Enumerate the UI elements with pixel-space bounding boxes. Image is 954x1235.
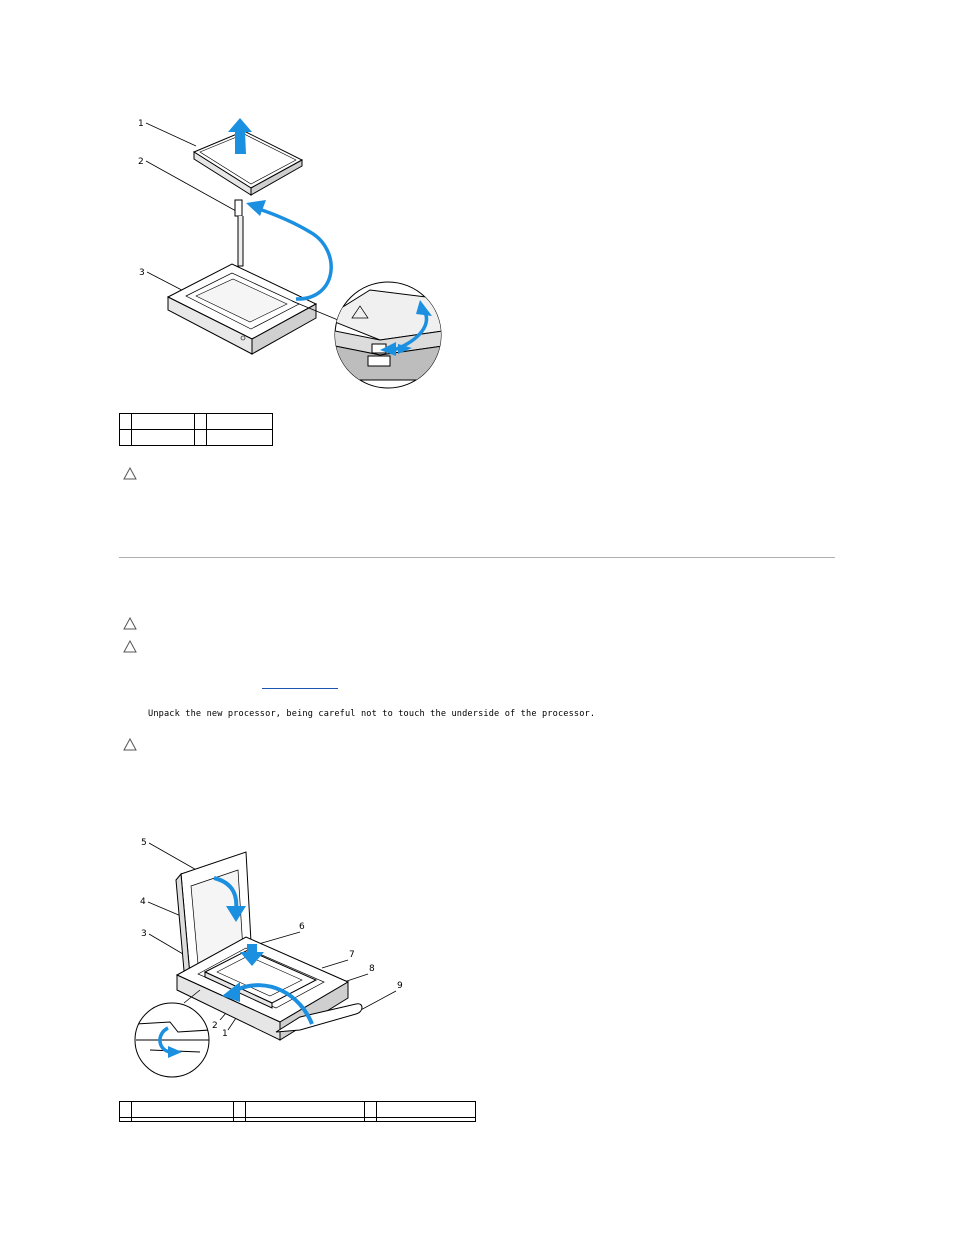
alignment-detail-zoom bbox=[135, 1003, 210, 1077]
lever-detail-zoom bbox=[325, 282, 450, 388]
callout-4: 4 bbox=[140, 897, 146, 907]
callout-2: 2 bbox=[212, 1021, 218, 1031]
table-row bbox=[120, 414, 273, 430]
figure-processor-removal bbox=[120, 100, 450, 395]
callout-8: 8 bbox=[369, 964, 375, 974]
callout-1: 1 bbox=[138, 119, 144, 129]
table-row bbox=[120, 430, 273, 446]
callout-7: 7 bbox=[349, 950, 355, 960]
figure-processor-installation bbox=[130, 830, 420, 1085]
callout-1: 1 bbox=[222, 1029, 228, 1039]
callout-2: 2 bbox=[138, 157, 144, 167]
callout-3: 3 bbox=[141, 929, 147, 939]
processor-socket bbox=[168, 264, 316, 354]
processor-chip bbox=[194, 131, 302, 195]
caution-triangle-icon bbox=[123, 738, 137, 751]
caution-triangle-icon bbox=[123, 640, 137, 653]
cross-reference-link[interactable] bbox=[262, 688, 338, 689]
caution-triangle-icon bbox=[123, 467, 137, 480]
step-text: Unpack the new processor, being careful not to touch the underside of the processor. bbox=[148, 709, 596, 719]
caution-triangle-icon bbox=[123, 617, 137, 630]
figure1-legend-table bbox=[119, 413, 273, 446]
table-row bbox=[120, 1118, 476, 1122]
table-row bbox=[120, 1102, 476, 1118]
callout-9: 9 bbox=[397, 981, 403, 991]
figure2-legend-table bbox=[119, 1101, 476, 1122]
callout-3: 3 bbox=[139, 268, 145, 278]
callout-5: 5 bbox=[141, 838, 147, 848]
callout-6: 6 bbox=[299, 922, 305, 932]
section-divider bbox=[119, 557, 835, 558]
